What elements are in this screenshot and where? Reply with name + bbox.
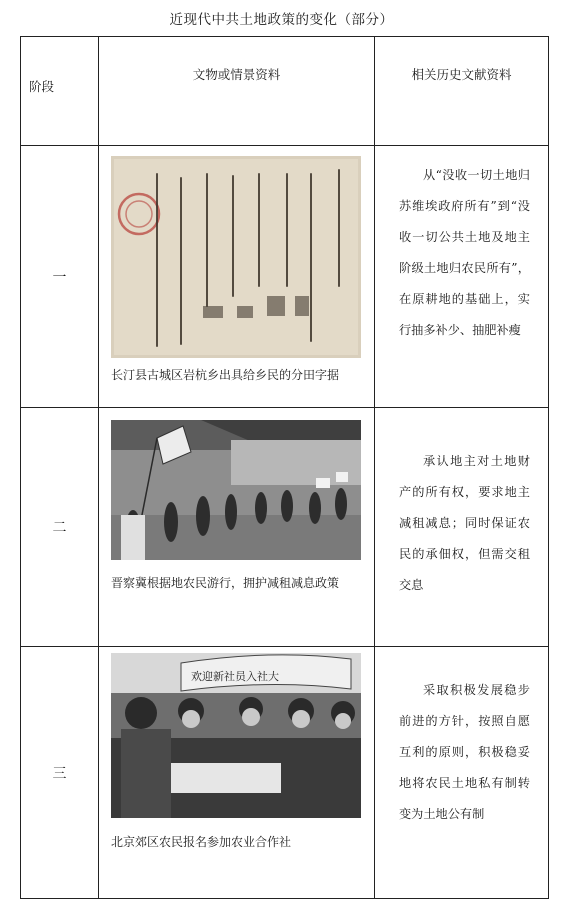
material-caption: 晋察冀根据地农民游行，拥护减租减息政策	[111, 576, 340, 590]
document-text: 承认地主对土地财产的所有权，要求地主减租减息；同时保证农民的承佃权，但需交租交息	[375, 408, 549, 647]
stage-label: 一	[21, 146, 99, 408]
header-row	[21, 37, 549, 146]
land-certificate-image	[111, 156, 361, 358]
march-photo-image	[111, 420, 361, 560]
page-title: 近现代中共土地政策的变化（部分）	[169, 12, 394, 28]
material-caption: 长汀县古城区岩杭乡出具给乡民的分田字据	[111, 368, 340, 382]
document-text: 采取积极发展稳步前进的方针，按照自愿互利的原则，积极稳妥地将农民土地私有制转变为土地公有制	[375, 647, 549, 899]
stage-label: 二	[21, 408, 99, 647]
header-materials: 文物或情景资料	[99, 37, 375, 146]
stage-label: 三	[21, 647, 99, 899]
table-row	[21, 647, 549, 899]
header-stage: 阶段	[21, 37, 99, 146]
document-text: 从“没收一切土地归苏维埃政府所有”到“没收一切公共土地及地主阶级土地归农民所有”，在原耕地的基础上，实行抽多补少、抽肥补瘦	[375, 146, 549, 408]
header-documents: 相关历史文献资料	[375, 37, 549, 146]
material-cell	[99, 146, 375, 408]
banner-text: 欢迎新社员入社大	[191, 670, 279, 683]
material-cell	[99, 408, 375, 647]
table-row	[21, 408, 549, 647]
material-caption: 北京郊区农民报名参加农业合作社	[111, 835, 292, 849]
cooperative-photo-image	[111, 653, 361, 818]
policy-table	[20, 36, 549, 899]
table-row	[21, 146, 549, 408]
material-cell	[99, 647, 375, 899]
